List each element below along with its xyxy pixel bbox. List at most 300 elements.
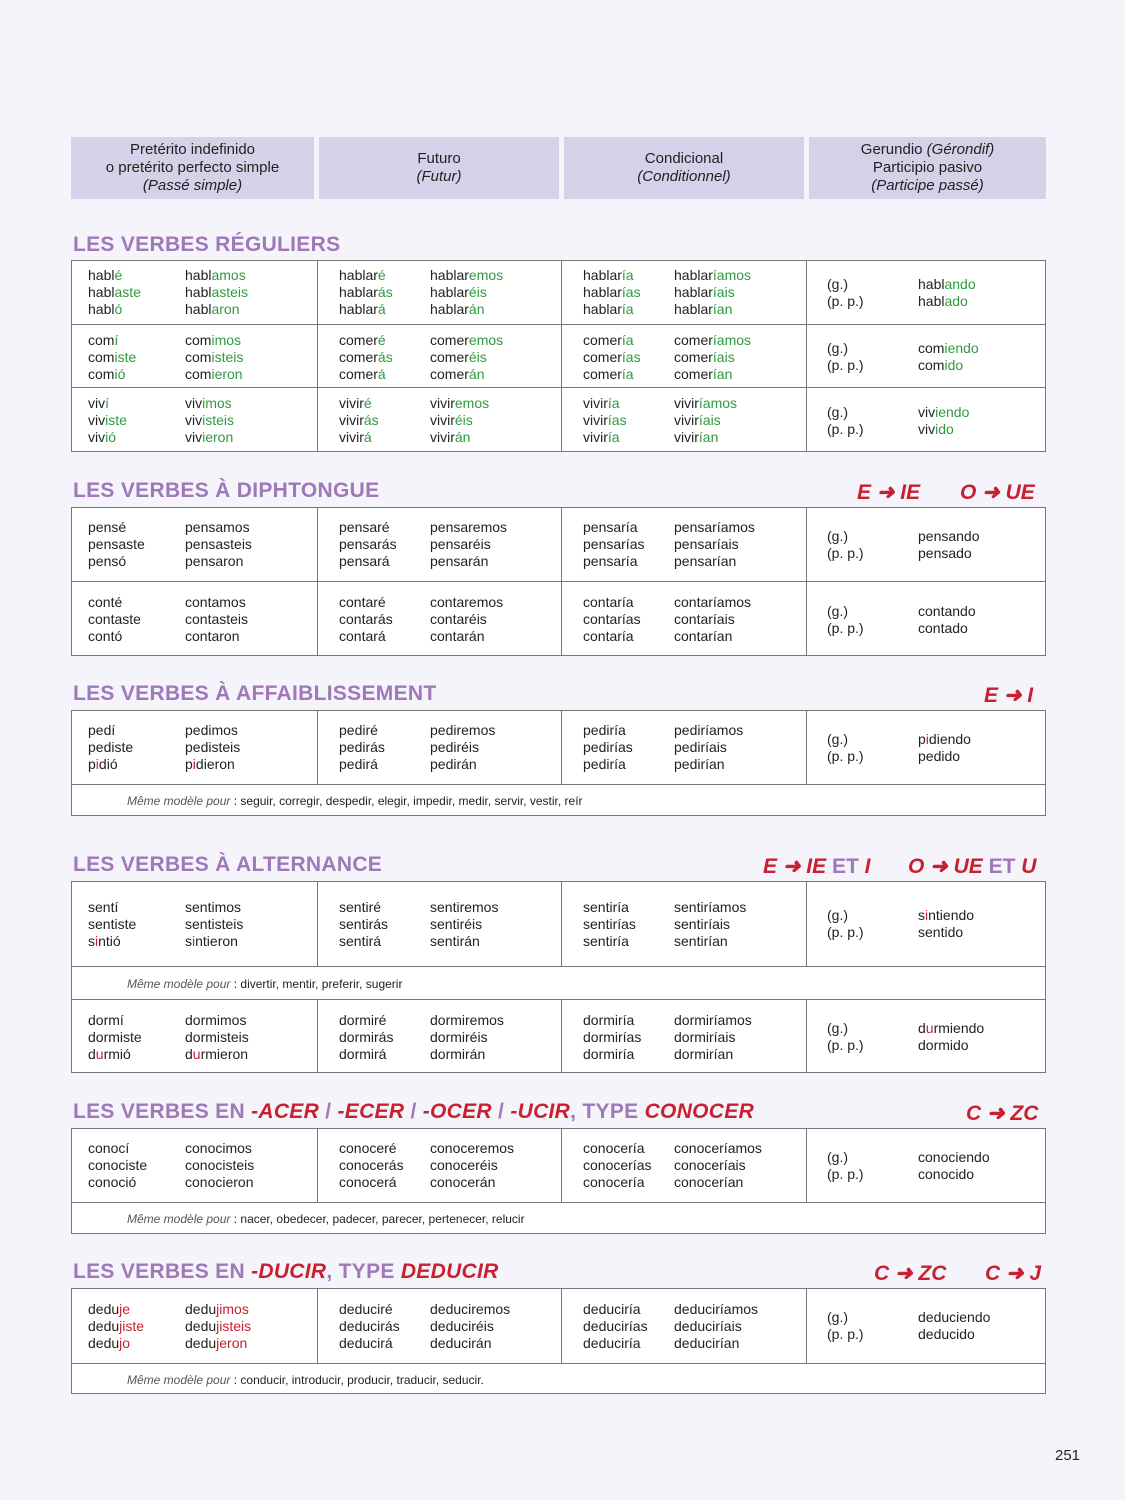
verb-ending: iendo — [935, 404, 970, 420]
section-title-deducir — [73, 1260, 499, 1284]
verb-stem: conoceríamos — [674, 1140, 762, 1156]
table-cell — [561, 1000, 807, 1073]
verb-stem: sentido — [918, 924, 964, 940]
verb-stem: viv — [88, 429, 106, 445]
plural-forms — [430, 722, 495, 773]
conjugated-form — [674, 1174, 762, 1191]
conjugated-form — [88, 916, 136, 933]
verb-stem: dedu — [88, 1335, 120, 1351]
conjugated-form — [583, 611, 641, 628]
gerund-participle-forms — [918, 907, 974, 941]
conjugated-form — [583, 899, 636, 916]
verb-stem: pensará — [339, 553, 390, 569]
table-cell — [806, 388, 1046, 452]
verb-ending: imos — [211, 332, 242, 348]
verb-stem: hablar — [674, 301, 713, 317]
conjugated-form — [430, 1174, 514, 1191]
form-label: (p. p.) — [827, 293, 864, 309]
verb-stem: deduciendo — [918, 1309, 991, 1325]
conjugated-form — [88, 349, 136, 366]
conjugated-form — [185, 1046, 249, 1063]
table-cell — [806, 1000, 1046, 1073]
conjugated-form — [430, 395, 489, 412]
note-row — [72, 784, 1045, 816]
verb-stem: dormiremos — [430, 1012, 504, 1028]
plural-forms — [185, 1301, 251, 1352]
verb-stem: vivir — [583, 412, 608, 428]
verb-stem: dormisteis — [185, 1029, 249, 1045]
verb-stem: sentirán — [430, 933, 480, 949]
conjugated-form — [674, 349, 751, 366]
conjugated-form — [918, 357, 979, 374]
verb-stem: sentirían — [674, 933, 728, 949]
conjugated-form — [88, 553, 145, 570]
form-label: (g.) — [827, 404, 848, 420]
table-row — [72, 711, 1045, 784]
conjugated-form — [339, 301, 393, 318]
conjugated-form — [430, 267, 503, 284]
verb-stem: comer — [583, 349, 622, 365]
conjugated-form — [674, 536, 755, 553]
note-verbs: nacer, obedecer, padecer, parecer, pertenecer, relucir — [240, 1212, 525, 1226]
conjugated-form — [430, 349, 503, 366]
verb-stem: pensaríais — [674, 536, 739, 552]
form-label: (p. p.) — [827, 545, 864, 561]
verb-ending: ás — [363, 412, 379, 428]
conjugated-form — [430, 301, 503, 318]
note-colon: : — [230, 977, 241, 991]
conjugated-form — [339, 628, 393, 645]
verb-stem: dormirían — [674, 1046, 734, 1062]
rule-o-ue-u — [908, 854, 1036, 879]
conjugated-form — [430, 412, 489, 429]
verb-stem: dormí — [88, 1012, 124, 1028]
rule-text: E ➜ IE — [763, 855, 827, 878]
conjugated-form — [88, 739, 133, 756]
verb-stem: pediría — [583, 722, 626, 738]
verb-stem: sentirás — [339, 916, 389, 932]
verb-stem: pedí — [88, 722, 116, 738]
conjugated-form — [918, 1309, 990, 1326]
conjugated-form — [430, 332, 503, 349]
verb-stem: hablar — [430, 301, 469, 317]
conjugated-form — [918, 924, 974, 941]
conjugated-form — [88, 1029, 142, 1046]
singular-forms — [88, 395, 127, 446]
conjugated-form — [430, 628, 503, 645]
table-reguliers — [71, 260, 1046, 452]
verb-stem: pensaremos — [430, 519, 508, 535]
gerund-participle-forms — [918, 1309, 990, 1343]
conjugated-form — [674, 722, 743, 739]
table-cell — [317, 508, 562, 581]
verb-ending: jiste — [119, 1318, 145, 1334]
title-text: / — [319, 1100, 338, 1123]
verb-stem: dedu — [88, 1301, 120, 1317]
table-cell — [561, 388, 807, 452]
plural-forms — [430, 1301, 510, 1352]
verb-ending: í — [105, 395, 110, 411]
verb-stem: hablar — [583, 267, 622, 283]
verb-stem: dormimos — [185, 1012, 247, 1028]
conjugated-form — [185, 1140, 254, 1157]
verb-ending: íamos — [712, 267, 752, 283]
conjugated-form — [918, 404, 969, 421]
verb-ending: ió — [114, 366, 126, 382]
conjugated-form — [88, 628, 141, 645]
conjugated-form — [339, 429, 379, 446]
rule-e-ie-i — [763, 854, 870, 879]
conjugated-form — [339, 553, 397, 570]
singular-forms — [339, 519, 397, 570]
plural-forms — [430, 519, 507, 570]
gerund-participle-forms — [918, 1149, 990, 1183]
plural-forms — [430, 899, 498, 950]
conjugated-form — [185, 1318, 251, 1335]
table-cell — [561, 508, 807, 581]
plural-forms — [430, 1140, 514, 1191]
note-row — [72, 1363, 1045, 1394]
conjugated-form — [430, 594, 503, 611]
verb-ending: imos — [202, 395, 232, 411]
verb-stem: conocerás — [339, 1157, 404, 1173]
conjugated-form — [88, 284, 141, 301]
singular-forms — [583, 1012, 641, 1063]
verb-stem: com — [185, 332, 212, 348]
table-cell — [317, 388, 562, 452]
verb-stem: d — [918, 1020, 926, 1036]
verb-stem: deduciremos — [430, 1301, 511, 1317]
plural-forms — [185, 1140, 254, 1191]
conjugated-form — [583, 1046, 641, 1063]
conjugated-form — [185, 594, 248, 611]
conjugated-form — [88, 722, 133, 739]
table-cell — [72, 1129, 317, 1202]
verb-stem: comer — [583, 332, 622, 348]
conjugated-form — [185, 332, 243, 349]
conjugated-form — [430, 1318, 510, 1335]
conjugated-form — [185, 1157, 254, 1174]
verb-stem: deducido — [918, 1326, 975, 1342]
plural-forms — [674, 1301, 758, 1352]
verb-stem: hablar — [674, 284, 713, 300]
conjugated-form — [583, 267, 641, 284]
conjugated-form — [88, 332, 136, 349]
conjugated-form — [185, 1335, 251, 1352]
verb-stem: deduciréis — [430, 1318, 494, 1334]
plural-forms — [674, 594, 751, 645]
plural-forms — [185, 899, 243, 950]
plural-forms — [674, 395, 737, 446]
conjugated-form — [339, 536, 397, 553]
verb-stem: pensé — [88, 519, 127, 535]
verb-ending: ían — [698, 429, 719, 445]
same-model-note — [127, 1212, 525, 1226]
form-labels — [827, 907, 864, 941]
conjugated-form — [674, 899, 746, 916]
title-text: LES VERBES EN — [73, 1100, 252, 1123]
conjugated-form — [583, 722, 633, 739]
conjugated-form — [674, 412, 737, 429]
verb-stem: dormiré — [339, 1012, 387, 1028]
conjugated-form — [918, 421, 969, 438]
verb-stem: vivir — [339, 412, 364, 428]
plural-forms — [430, 1012, 504, 1063]
plural-forms — [674, 1140, 762, 1191]
conjugated-form — [674, 628, 751, 645]
conjugated-form — [674, 429, 737, 446]
verb-stem: pensaría — [583, 519, 638, 535]
table-row — [72, 1289, 1045, 1363]
verb-stem: pensaréis — [430, 536, 491, 552]
header-text: o pretérito perfecto simple — [105, 159, 280, 176]
table-cell — [72, 882, 317, 966]
table-cell — [561, 325, 807, 388]
verb-stem: hablar — [339, 267, 378, 283]
plural-forms — [674, 519, 755, 570]
rule-text: I — [864, 855, 871, 878]
conjugated-form — [674, 611, 751, 628]
conjugated-form — [583, 301, 641, 318]
conjugated-form — [674, 1318, 758, 1335]
verb-stem: comer — [583, 366, 622, 382]
same-model-note — [127, 1373, 484, 1387]
verb-stem: conoció — [88, 1174, 137, 1190]
header-preterito — [71, 137, 314, 199]
verb-stem: contaré — [339, 594, 386, 610]
singular-forms — [583, 332, 641, 383]
conjugated-form — [674, 756, 743, 773]
conjugated-form — [430, 284, 503, 301]
conjugated-form — [185, 429, 234, 446]
verb-stem: conocerá — [339, 1174, 397, 1190]
conjugated-form — [583, 628, 641, 645]
conjugated-form — [185, 349, 243, 366]
form-label: (g.) — [827, 1149, 848, 1165]
verb-stem: viv — [185, 412, 203, 428]
singular-forms — [339, 395, 379, 446]
verb-stem: contaría — [583, 628, 634, 644]
verb-stem: pensaste — [88, 536, 145, 552]
singular-forms — [339, 1140, 404, 1191]
verb-stem: dedu — [185, 1318, 217, 1334]
verb-ending: ado — [944, 293, 968, 309]
verb-stem: dormirías — [583, 1029, 642, 1045]
note-label: Même modèle pour — [127, 977, 231, 991]
conjugated-form — [674, 916, 746, 933]
singular-forms — [339, 594, 393, 645]
verb-stem: sentiré — [339, 899, 382, 915]
form-labels — [827, 404, 864, 438]
verb-stem: conociendo — [918, 1149, 990, 1165]
verb-stem: comer — [339, 332, 378, 348]
verb-stem: habl — [918, 276, 945, 292]
table-conocer — [71, 1128, 1046, 1234]
conjugated-form — [430, 429, 489, 446]
verb-stem: pensaré — [339, 519, 390, 535]
table-cell — [806, 1289, 1046, 1363]
verb-stem: contó — [88, 628, 123, 644]
conjugated-form — [339, 916, 388, 933]
verb-stem: sentiríamos — [674, 899, 747, 915]
conjugated-form — [430, 1029, 504, 1046]
table-cell — [317, 882, 562, 966]
verb-stem: viv — [918, 421, 936, 437]
conjugated-form — [339, 395, 379, 412]
singular-forms — [88, 1140, 147, 1191]
conjugated-form — [88, 366, 136, 383]
verb-stem: hablar — [583, 284, 622, 300]
conjugated-form — [674, 366, 751, 383]
conjugated-form — [430, 916, 498, 933]
table-cell — [561, 882, 807, 966]
table-cell — [72, 582, 317, 656]
verb-stem: ntió — [98, 933, 121, 949]
table-row — [72, 324, 1045, 388]
verb-stem: viv — [918, 404, 936, 420]
conjugated-form — [430, 536, 507, 553]
verb-ending: iendo — [944, 340, 979, 356]
verb-ending: emos — [454, 395, 490, 411]
note-colon: : — [230, 1212, 241, 1226]
conjugated-form — [339, 739, 385, 756]
singular-forms — [88, 1012, 142, 1063]
verb-stem: p — [88, 756, 96, 772]
verb-stem: pensaríamos — [674, 519, 755, 535]
form-label: (p. p.) — [827, 620, 864, 636]
verb-ending: á — [377, 366, 386, 382]
verb-ending: i — [192, 933, 196, 949]
verb-stem: contamos — [185, 594, 246, 610]
verb-ending: ía — [607, 429, 620, 445]
verb-stem: vivir — [583, 395, 608, 411]
verb-stem: contará — [339, 628, 386, 644]
form-label: (p. p.) — [827, 1166, 864, 1182]
singular-forms — [339, 332, 393, 383]
verb-stem: comer — [674, 349, 713, 365]
conjugated-form — [674, 267, 751, 284]
conjugated-form — [674, 1157, 762, 1174]
verb-ending: á — [363, 429, 372, 445]
verb-stem: dormiríais — [674, 1029, 736, 1045]
verb-stem: vivir — [430, 429, 455, 445]
verb-stem: pediré — [339, 722, 378, 738]
verb-ending: í — [114, 332, 119, 348]
conjugated-form — [674, 1301, 758, 1318]
verb-ending: é — [114, 267, 123, 283]
verb-stem: sentiremos — [430, 899, 499, 915]
conjugated-form — [88, 1318, 144, 1335]
verb-stem: pediremos — [430, 722, 496, 738]
table-cell — [72, 325, 317, 388]
title-text: / — [491, 1100, 511, 1123]
verb-stem: conocería — [583, 1140, 645, 1156]
verb-stem: vivir — [339, 429, 364, 445]
conjugated-form — [88, 756, 133, 773]
verb-ending: ía — [621, 301, 634, 317]
table-cell — [561, 261, 807, 324]
form-labels — [827, 276, 864, 310]
conjugated-form — [583, 756, 633, 773]
header-text: (Participe passé) — [871, 177, 984, 194]
singular-forms — [88, 519, 145, 570]
verb-stem: deduciría — [583, 1335, 641, 1351]
conjugated-form — [185, 519, 252, 536]
conjugated-form — [918, 731, 971, 748]
title-text: / — [404, 1100, 423, 1123]
verb-stem: contaron — [185, 628, 240, 644]
verb-ending: án — [468, 366, 485, 382]
conjugated-form — [339, 267, 393, 284]
conjugated-form — [583, 284, 641, 301]
verb-stem: contaremos — [430, 594, 504, 610]
same-model-note — [127, 977, 402, 991]
verb-stem: conocerían — [674, 1174, 744, 1190]
conjugated-form — [339, 349, 393, 366]
conjugated-form — [583, 536, 644, 553]
verb-stem: conocí — [88, 1140, 130, 1156]
form-label: (p. p.) — [827, 421, 864, 437]
form-label: (g.) — [827, 276, 848, 292]
verb-stem: conoceré — [339, 1140, 397, 1156]
verb-stem: pedido — [918, 748, 961, 764]
conjugated-form — [185, 611, 248, 628]
header-text: Condicional — [644, 150, 724, 167]
verb-ending: íais — [712, 284, 735, 300]
verb-stem: viv — [88, 412, 106, 428]
conjugated-form — [583, 1012, 641, 1029]
verb-stem: diendo — [928, 731, 971, 747]
rule-text: O ➜ UE — [908, 855, 983, 878]
rule-c-j: C ➜ J — [985, 1262, 1042, 1285]
form-label: (p. p.) — [827, 924, 864, 940]
verb-stem: pensado — [918, 545, 972, 561]
title-text: -UCIR — [510, 1100, 571, 1123]
table-affaiblissement — [71, 710, 1046, 816]
conjugated-form — [339, 284, 393, 301]
verb-stem: pensamos — [185, 519, 250, 535]
plural-forms — [185, 332, 243, 383]
conjugated-form — [918, 276, 976, 293]
table-alternance — [71, 881, 1046, 1073]
conjugated-form — [88, 611, 141, 628]
verb-ending: ás — [377, 349, 393, 365]
table-diphtongue — [71, 507, 1046, 656]
verb-stem: deduciríais — [674, 1318, 742, 1334]
conjugated-form — [430, 366, 503, 383]
verb-stem: pensaron — [185, 553, 244, 569]
singular-forms — [583, 594, 641, 645]
conjugated-form — [583, 429, 627, 446]
conjugated-form — [674, 395, 737, 412]
verb-ending: é — [377, 267, 386, 283]
header-text: (Passé simple) — [142, 177, 243, 194]
verb-stem: vivir — [430, 412, 455, 428]
conjugated-form — [185, 284, 248, 301]
singular-forms — [583, 267, 641, 318]
conjugated-form — [185, 366, 243, 383]
verb-stem: dedu — [185, 1301, 217, 1317]
plural-forms — [430, 395, 489, 446]
plural-forms — [185, 594, 248, 645]
verb-stem: conocieron — [185, 1174, 254, 1190]
verb-ending: u — [192, 1046, 201, 1062]
verb-ending: á — [377, 301, 386, 317]
conjugated-form — [918, 603, 976, 620]
verb-ending: aron — [211, 301, 240, 317]
verb-stem: sentiría — [583, 933, 629, 949]
verb-ending: ía — [621, 267, 634, 283]
